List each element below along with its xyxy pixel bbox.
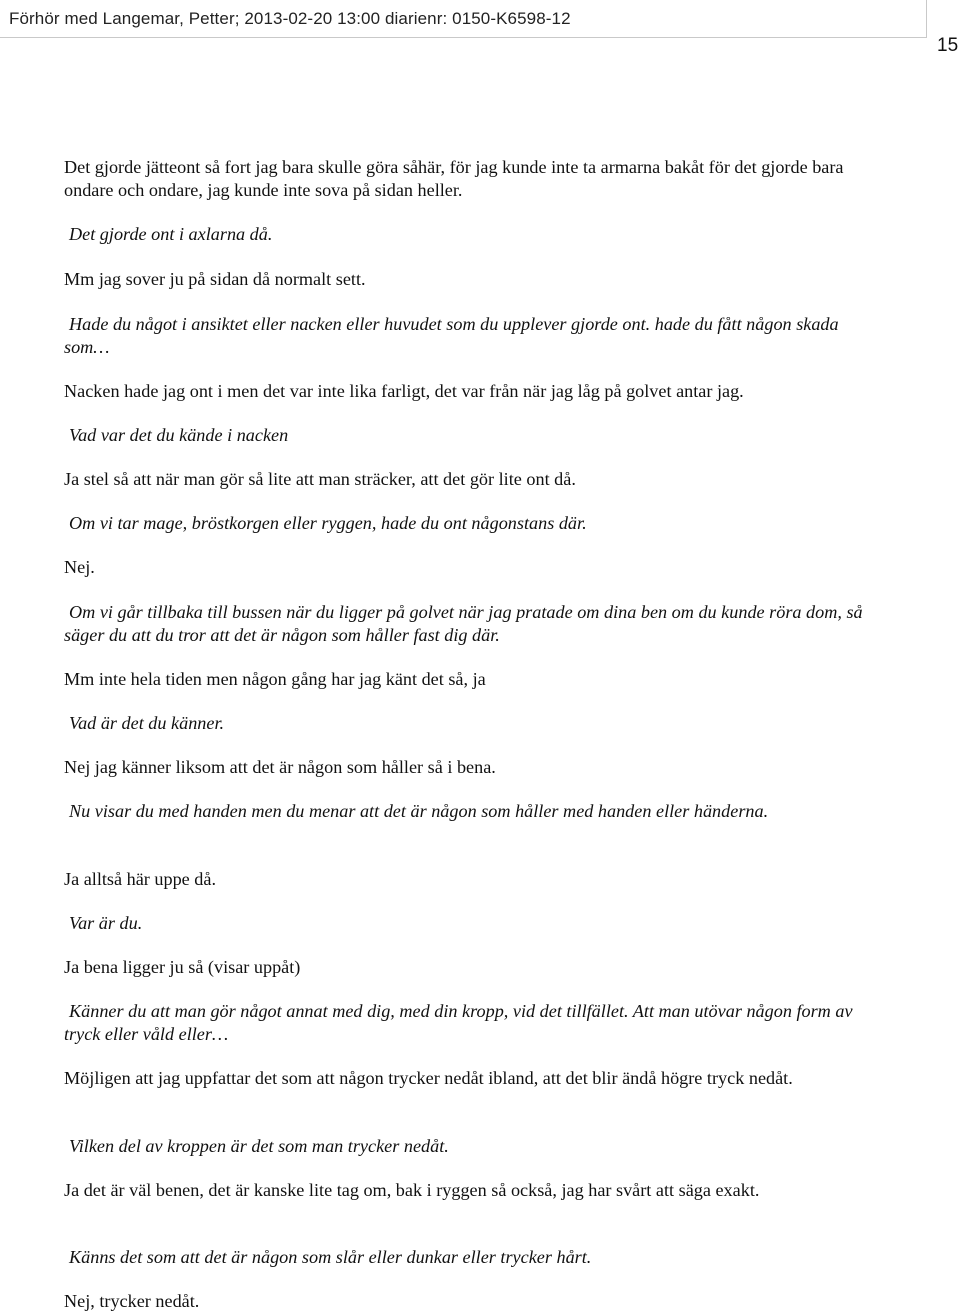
- question-paragraph: Det gjorde ont i axlarna då.: [69, 224, 273, 244]
- answer-paragraph: Det gjorde jätteont så fort jag bara skulle göra såhär, för jag kunde inte ta armarna bakåt för det gjorde bara ondare och ondare, jag kunde inte sova på sidan heller.: [64, 157, 844, 200]
- answer-paragraph: Nej.: [64, 557, 95, 577]
- answer-paragraph: Ja bena ligger ju så (visar uppåt): [64, 957, 301, 977]
- question-paragraph: Hade du något i ansiktet eller nacken eller huvudet som du upplever gjorde ont. hade du fått någon skada som…: [64, 314, 839, 357]
- answer-paragraph: Nej, trycker nedåt.: [64, 1291, 200, 1311]
- answer-paragraph: Mm inte hela tiden men någon gång har jag känt det så, ja: [64, 669, 486, 689]
- question-paragraph: Om vi tar mage, bröstkorgen eller ryggen, hade du ont någonstans där.: [69, 513, 587, 533]
- question-paragraph: Känner du att man gör något annat med dig, med din kropp, vid det tillfället. Att man utövar någon form av tryck eller våld eller…: [64, 1001, 853, 1044]
- question-paragraph: Om vi går tillbaka till bussen när du ligger på golvet när jag pratade om dina ben om du kunde röra dom, så säger du att du tror att det är någon som håller fast dig där.: [64, 602, 863, 645]
- question-paragraph: Var är du.: [69, 913, 143, 933]
- header-title: Förhör med Langemar, Petter; 2013-02-20 13:00 diarienr: 0150-K6598-12: [9, 9, 571, 28]
- question-paragraph: Nu visar du med handen men du menar att det är någon som håller med handen eller händerna.: [69, 801, 769, 821]
- question-paragraph: Vad var det du kände i nacken: [69, 425, 289, 445]
- answer-paragraph: Nacken hade jag ont i men det var inte lika farligt, det var från när jag låg på golvet antar jag.: [64, 381, 744, 401]
- question-paragraph: Vad är det du känner.: [69, 713, 225, 733]
- answer-paragraph: Ja det är väl benen, det är kanske lite tag om, bak i ryggen så också, jag har svårt att säga exakt.: [64, 1180, 760, 1200]
- question-paragraph: Känns det som att det är någon som slår eller dunkar eller trycker hårt.: [69, 1247, 592, 1267]
- answer-paragraph: Nej jag känner liksom att det är någon som håller så i bena.: [64, 757, 496, 777]
- question-paragraph: Vilken del av kroppen är det som man trycker nedåt.: [69, 1136, 449, 1156]
- document-header: [0, 0, 927, 38]
- answer-paragraph: Möjligen att jag uppfattar det som att någon trycker nedåt ibland, att det blir ändå högre tryck nedåt.: [64, 1068, 793, 1088]
- answer-paragraph: Ja alltså här uppe då.: [64, 869, 217, 889]
- answer-paragraph: Mm jag sover ju på sidan då normalt sett.: [64, 269, 366, 289]
- page-number: 15: [937, 35, 959, 56]
- answer-paragraph: Ja stel så att när man gör så lite att man sträcker, att det gör lite ont då.: [64, 469, 576, 489]
